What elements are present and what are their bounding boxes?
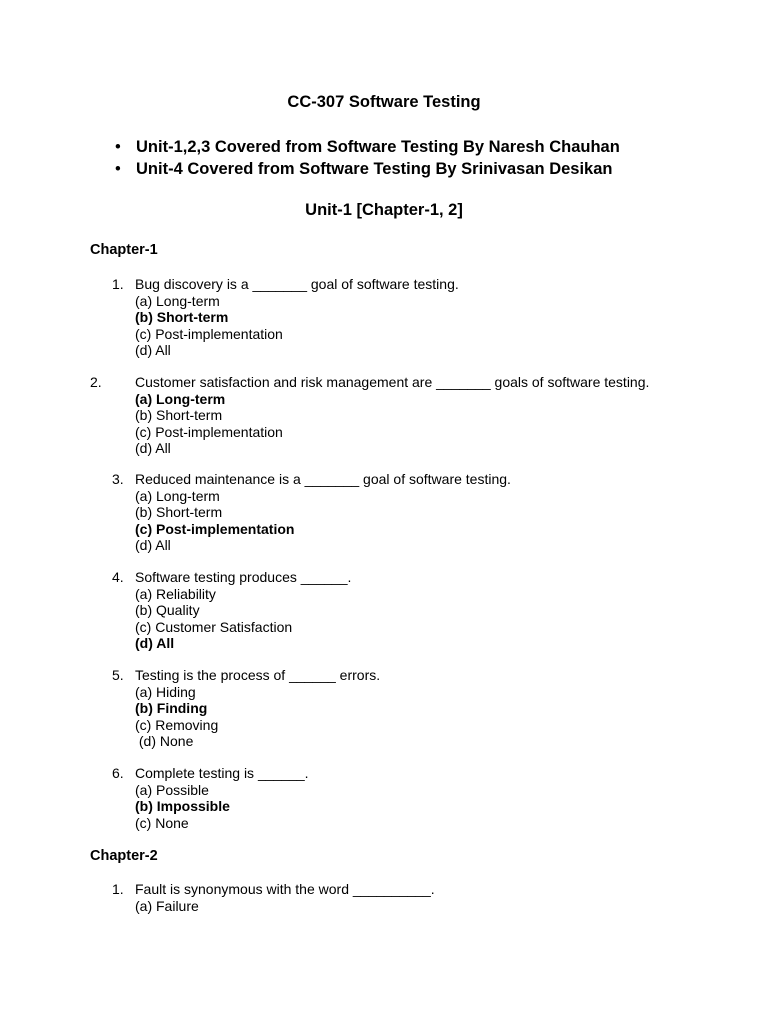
- answer-option: (c) Post-implementation: [135, 325, 283, 342]
- answer-option: (a) Hiding: [135, 683, 196, 700]
- answer-option: (c) Post-implementation: [135, 423, 283, 440]
- question-number: 2.: [90, 374, 102, 390]
- answer-option-correct: (a) Long-term: [135, 390, 226, 407]
- source-book-text: Unit-4 Covered from Software Testing By Srinivasan Desikan: [136, 160, 613, 178]
- question-item: [112, 569, 352, 652]
- answer-option: (b) Short-term: [135, 407, 223, 423]
- bullet-icon: •: [115, 160, 121, 178]
- answer-option-correct: (b) Impossible: [135, 798, 230, 814]
- answer-option: (a) Failure: [135, 897, 199, 914]
- chapter-heading: Chapter-1: [90, 242, 158, 258]
- answer-option-correct: (d) All: [135, 635, 175, 651]
- answer-option: (a) Reliability: [135, 585, 216, 602]
- question-item: [112, 881, 435, 914]
- source-book-item: [113, 136, 620, 158]
- question-item: [90, 374, 650, 457]
- answer-option: (a) Possible: [135, 781, 209, 798]
- answer-option-correct: (b) Short-term: [135, 309, 229, 325]
- answer-option-correct: (c) Post-implementation: [135, 520, 295, 537]
- question-number: 1.: [112, 276, 124, 292]
- question-text: Software testing produces ______.: [135, 569, 352, 585]
- answer-option: (c) Customer Satisfaction: [135, 618, 293, 635]
- question-text: Reduced maintenance is a _______ goal of software testing.: [135, 471, 511, 487]
- question-item: [112, 471, 511, 554]
- answer-option: (d) All: [135, 440, 171, 456]
- answer-option: (b) Quality: [135, 602, 200, 618]
- source-book-list: [113, 136, 620, 180]
- question-number: 4.: [112, 569, 124, 585]
- document-title: CC-307 Software Testing: [287, 93, 481, 111]
- answer-option: (d) None: [135, 733, 194, 749]
- answer-option: (c) Removing: [135, 716, 219, 733]
- question-text: Testing is the process of ______ errors.: [135, 667, 381, 683]
- source-book-item: [113, 158, 620, 180]
- question-number: 1.: [112, 881, 124, 897]
- answer-option: (b) Short-term: [135, 504, 223, 520]
- chapter-heading: Chapter-2: [90, 848, 158, 864]
- question-number: 3.: [112, 471, 124, 487]
- question-item: [112, 276, 459, 359]
- answer-option: (a) Long-term: [135, 292, 220, 309]
- question-item: [112, 667, 381, 750]
- question-text: Customer satisfaction and risk management are _______ goals of software testing.: [135, 374, 650, 390]
- question-text: Fault is synonymous with the word __________.: [135, 881, 435, 897]
- answer-option: (d) All: [135, 537, 171, 553]
- source-book-text: Unit-1,2,3 Covered from Software Testing By Naresh Chauhan: [136, 138, 620, 156]
- unit-heading: Unit-1 [Chapter-1, 2]: [305, 201, 463, 219]
- question-number: 6.: [112, 765, 124, 781]
- question-text: Bug discovery is a _______ goal of software testing.: [135, 276, 459, 292]
- question-item: [112, 765, 309, 831]
- question-text: Complete testing is ______.: [135, 765, 309, 781]
- answer-option: (d) All: [135, 342, 171, 358]
- bullet-icon: •: [115, 138, 121, 156]
- answer-option-correct: (b) Finding: [135, 700, 208, 716]
- answer-option: (c) None: [135, 814, 189, 831]
- question-number: 5.: [112, 667, 124, 683]
- answer-option: (a) Long-term: [135, 487, 220, 504]
